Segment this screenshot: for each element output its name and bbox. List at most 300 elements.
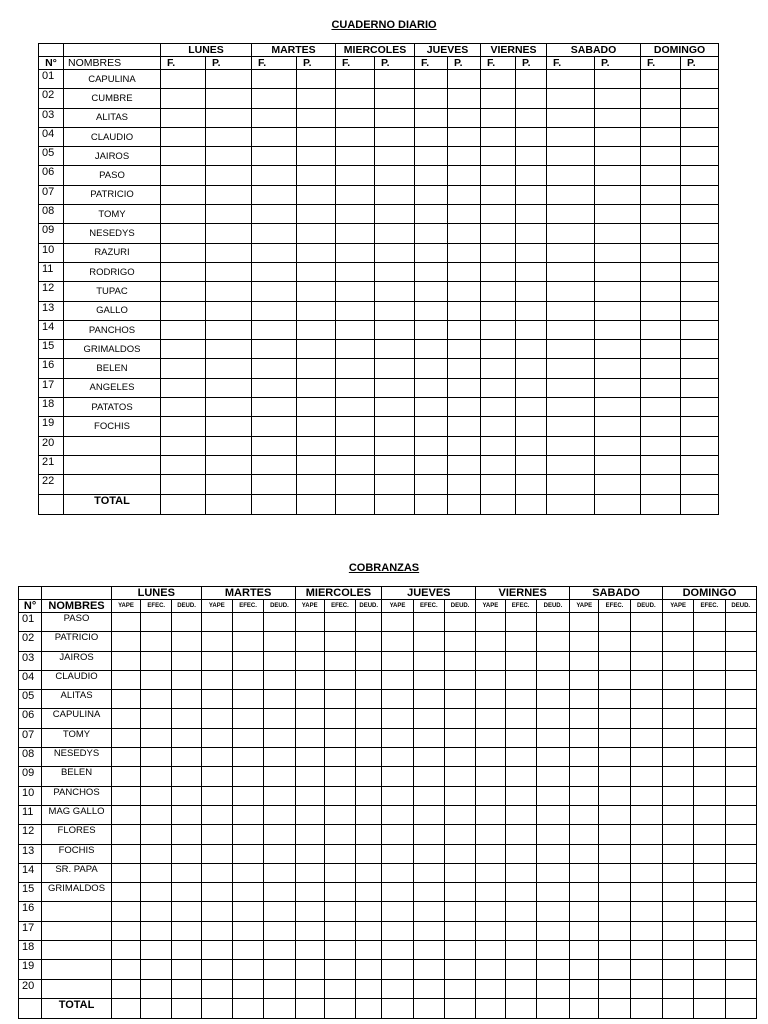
entry-cell[interactable] [111,767,140,786]
entry-cell[interactable] [415,147,448,166]
entry-cell[interactable] [201,613,232,632]
total-cell[interactable] [570,998,599,1018]
entry-cell[interactable] [206,301,252,320]
entry-cell[interactable] [232,805,263,824]
entry-cell[interactable] [516,224,547,243]
entry-cell[interactable] [547,378,595,397]
entry-cell[interactable] [630,979,662,998]
entry-cell[interactable] [536,960,569,979]
entry-cell[interactable] [232,670,263,689]
entry-cell[interactable] [295,979,324,998]
entry-cell[interactable] [161,282,206,301]
entry-cell[interactable] [694,902,725,921]
entry-cell[interactable] [415,185,448,204]
entry-cell[interactable] [336,89,375,108]
entry-cell[interactable] [481,436,516,455]
entry-cell[interactable] [444,805,475,824]
entry-cell[interactable] [382,960,413,979]
entry-cell[interactable] [141,883,172,902]
entry-cell[interactable] [599,767,630,786]
total-cell[interactable] [662,998,693,1018]
entry-cell[interactable] [297,89,336,108]
entry-cell[interactable] [201,690,232,709]
entry-cell[interactable] [295,767,324,786]
entry-cell[interactable] [476,979,505,998]
total-cell[interactable] [161,494,206,514]
total-cell[interactable] [375,494,415,514]
entry-cell[interactable] [413,805,444,824]
entry-cell[interactable] [641,127,681,146]
entry-cell[interactable] [252,205,297,224]
entry-cell[interactable] [111,670,140,689]
entry-cell[interactable] [264,941,295,960]
entry-cell[interactable] [595,147,641,166]
entry-cell[interactable] [570,960,599,979]
entry-cell[interactable] [415,282,448,301]
entry-cell[interactable] [505,883,536,902]
entry-cell[interactable] [375,359,415,378]
entry-cell[interactable] [413,748,444,767]
entry-cell[interactable] [570,863,599,882]
entry-cell[interactable] [694,748,725,767]
entry-cell[interactable] [295,960,324,979]
entry-cell[interactable] [681,89,719,108]
entry-cell[interactable] [232,709,263,728]
entry-cell[interactable] [444,941,475,960]
entry-cell[interactable] [111,690,140,709]
entry-cell[interactable] [725,960,756,979]
total-cell[interactable] [516,494,547,514]
entry-cell[interactable] [595,436,641,455]
entry-cell[interactable] [662,786,693,805]
entry-cell[interactable] [375,417,415,436]
entry-cell[interactable] [252,359,297,378]
entry-cell[interactable] [448,89,481,108]
entry-cell[interactable] [476,921,505,940]
entry-cell[interactable] [476,805,505,824]
entry-cell[interactable] [415,359,448,378]
entry-cell[interactable] [141,690,172,709]
entry-cell[interactable] [630,825,662,844]
entry-cell[interactable] [448,455,481,474]
entry-cell[interactable] [324,941,355,960]
entry-cell[interactable] [252,417,297,436]
entry-cell[interactable] [547,359,595,378]
entry-cell[interactable] [599,690,630,709]
entry-cell[interactable] [630,709,662,728]
entry-cell[interactable] [681,436,719,455]
entry-cell[interactable] [206,398,252,417]
entry-cell[interactable] [141,805,172,824]
entry-cell[interactable] [630,786,662,805]
entry-cell[interactable] [172,690,201,709]
entry-cell[interactable] [295,825,324,844]
entry-cell[interactable] [382,902,413,921]
entry-cell[interactable] [141,709,172,728]
entry-cell[interactable] [516,147,547,166]
total-cell[interactable] [536,998,569,1018]
entry-cell[interactable] [336,301,375,320]
entry-cell[interactable] [201,728,232,747]
entry-cell[interactable] [264,613,295,632]
entry-cell[interactable] [536,786,569,805]
entry-cell[interactable] [641,205,681,224]
entry-cell[interactable] [476,883,505,902]
entry-cell[interactable] [599,670,630,689]
entry-cell[interactable] [206,147,252,166]
entry-cell[interactable] [536,844,569,863]
entry-cell[interactable] [172,902,201,921]
entry-cell[interactable] [172,748,201,767]
entry-cell[interactable] [476,632,505,651]
entry-cell[interactable] [252,282,297,301]
entry-cell[interactable] [201,844,232,863]
entry-cell[interactable] [641,224,681,243]
total-cell[interactable] [295,998,324,1018]
entry-cell[interactable] [662,748,693,767]
entry-cell[interactable] [599,979,630,998]
entry-cell[interactable] [336,436,375,455]
entry-cell[interactable] [516,205,547,224]
entry-cell[interactable] [481,282,516,301]
entry-cell[interactable] [725,883,756,902]
entry-cell[interactable] [681,205,719,224]
entry-cell[interactable] [232,786,263,805]
entry-cell[interactable] [481,475,516,494]
entry-cell[interactable] [141,767,172,786]
entry-cell[interactable] [694,670,725,689]
entry-cell[interactable] [413,902,444,921]
entry-cell[interactable] [356,786,382,805]
entry-cell[interactable] [448,398,481,417]
entry-cell[interactable] [641,70,681,89]
entry-cell[interactable] [476,941,505,960]
entry-cell[interactable] [161,224,206,243]
entry-cell[interactable] [536,979,569,998]
entry-cell[interactable] [336,262,375,281]
entry-cell[interactable] [481,398,516,417]
total-cell[interactable] [141,998,172,1018]
entry-cell[interactable] [252,108,297,127]
entry-cell[interactable] [324,883,355,902]
entry-cell[interactable] [505,786,536,805]
entry-cell[interactable] [415,320,448,339]
entry-cell[interactable] [547,224,595,243]
entry-cell[interactable] [681,340,719,359]
entry-cell[interactable] [413,960,444,979]
entry-cell[interactable] [662,863,693,882]
entry-cell[interactable] [516,359,547,378]
entry-cell[interactable] [415,243,448,262]
entry-cell[interactable] [206,108,252,127]
entry-cell[interactable] [415,205,448,224]
entry-cell[interactable] [630,863,662,882]
entry-cell[interactable] [595,282,641,301]
entry-cell[interactable] [444,883,475,902]
entry-cell[interactable] [111,748,140,767]
entry-cell[interactable] [415,108,448,127]
entry-cell[interactable] [641,398,681,417]
entry-cell[interactable] [252,127,297,146]
entry-cell[interactable] [599,632,630,651]
entry-cell[interactable] [599,825,630,844]
entry-cell[interactable] [476,863,505,882]
entry-cell[interactable] [206,417,252,436]
entry-cell[interactable] [382,632,413,651]
entry-cell[interactable] [595,166,641,185]
entry-cell[interactable] [570,786,599,805]
total-cell[interactable] [324,998,355,1018]
entry-cell[interactable] [206,243,252,262]
entry-cell[interactable] [201,921,232,940]
entry-cell[interactable] [630,883,662,902]
entry-cell[interactable] [375,340,415,359]
entry-cell[interactable] [681,127,719,146]
entry-cell[interactable] [382,651,413,670]
entry-cell[interactable] [111,786,140,805]
entry-cell[interactable] [336,147,375,166]
entry-cell[interactable] [336,455,375,474]
entry-cell[interactable] [662,651,693,670]
entry-cell[interactable] [547,70,595,89]
entry-cell[interactable] [725,767,756,786]
entry-cell[interactable] [336,340,375,359]
entry-cell[interactable] [295,670,324,689]
entry-cell[interactable] [413,844,444,863]
entry-cell[interactable] [630,844,662,863]
entry-cell[interactable] [570,767,599,786]
entry-cell[interactable] [641,436,681,455]
entry-cell[interactable] [297,108,336,127]
entry-cell[interactable] [681,70,719,89]
entry-cell[interactable] [356,670,382,689]
entry-cell[interactable] [172,632,201,651]
entry-cell[interactable] [172,651,201,670]
entry-cell[interactable] [641,108,681,127]
entry-cell[interactable] [516,127,547,146]
entry-cell[interactable] [595,417,641,436]
entry-cell[interactable] [481,166,516,185]
total-cell[interactable] [111,998,140,1018]
entry-cell[interactable] [547,417,595,436]
entry-cell[interactable] [547,340,595,359]
entry-cell[interactable] [206,378,252,397]
total-cell[interactable] [201,998,232,1018]
entry-cell[interactable] [141,613,172,632]
entry-cell[interactable] [252,475,297,494]
entry-cell[interactable] [141,979,172,998]
entry-cell[interactable] [444,979,475,998]
total-cell[interactable] [630,998,662,1018]
entry-cell[interactable] [297,262,336,281]
entry-cell[interactable] [415,475,448,494]
entry-cell[interactable] [295,786,324,805]
entry-cell[interactable] [505,709,536,728]
entry-cell[interactable] [141,863,172,882]
entry-cell[interactable] [476,767,505,786]
entry-cell[interactable] [141,921,172,940]
entry-cell[interactable] [641,147,681,166]
entry-cell[interactable] [595,70,641,89]
entry-cell[interactable] [599,921,630,940]
entry-cell[interactable] [413,921,444,940]
entry-cell[interactable] [481,89,516,108]
entry-cell[interactable] [448,224,481,243]
entry-cell[interactable] [161,205,206,224]
entry-cell[interactable] [295,690,324,709]
entry-cell[interactable] [297,398,336,417]
entry-cell[interactable] [413,883,444,902]
entry-cell[interactable] [516,398,547,417]
entry-cell[interactable] [413,825,444,844]
entry-cell[interactable] [336,166,375,185]
entry-cell[interactable] [476,613,505,632]
entry-cell[interactable] [252,340,297,359]
entry-cell[interactable] [662,960,693,979]
entry-cell[interactable] [382,844,413,863]
entry-cell[interactable] [481,205,516,224]
entry-cell[interactable] [111,613,140,632]
entry-cell[interactable] [375,378,415,397]
entry-cell[interactable] [295,728,324,747]
entry-cell[interactable] [630,921,662,940]
entry-cell[interactable] [444,690,475,709]
entry-cell[interactable] [356,632,382,651]
entry-cell[interactable] [444,632,475,651]
entry-cell[interactable] [161,243,206,262]
entry-cell[interactable] [252,301,297,320]
entry-cell[interactable] [415,70,448,89]
entry-cell[interactable] [252,224,297,243]
total-cell[interactable] [297,494,336,514]
entry-cell[interactable] [476,844,505,863]
entry-cell[interactable] [547,301,595,320]
entry-cell[interactable] [206,166,252,185]
entry-cell[interactable] [570,748,599,767]
entry-cell[interactable] [415,262,448,281]
entry-cell[interactable] [336,359,375,378]
entry-cell[interactable] [681,262,719,281]
total-cell[interactable] [172,998,201,1018]
entry-cell[interactable] [570,805,599,824]
entry-cell[interactable] [232,613,263,632]
entry-cell[interactable] [547,455,595,474]
entry-cell[interactable] [516,436,547,455]
entry-cell[interactable] [201,709,232,728]
entry-cell[interactable] [630,902,662,921]
entry-cell[interactable] [264,805,295,824]
entry-cell[interactable] [356,863,382,882]
entry-cell[interactable] [505,921,536,940]
entry-cell[interactable] [141,825,172,844]
entry-cell[interactable] [172,709,201,728]
total-cell[interactable] [481,494,516,514]
total-cell[interactable] [336,494,375,514]
entry-cell[interactable] [336,282,375,301]
entry-cell[interactable] [382,941,413,960]
entry-cell[interactable] [375,455,415,474]
entry-cell[interactable] [206,320,252,339]
entry-cell[interactable] [595,127,641,146]
entry-cell[interactable] [201,902,232,921]
entry-cell[interactable] [448,185,481,204]
entry-cell[interactable] [356,748,382,767]
entry-cell[interactable] [570,651,599,670]
entry-cell[interactable] [536,902,569,921]
entry-cell[interactable] [264,632,295,651]
entry-cell[interactable] [297,417,336,436]
entry-cell[interactable] [356,960,382,979]
entry-cell[interactable] [599,613,630,632]
entry-cell[interactable] [505,767,536,786]
entry-cell[interactable] [516,320,547,339]
entry-cell[interactable] [295,883,324,902]
entry-cell[interactable] [595,224,641,243]
entry-cell[interactable] [681,417,719,436]
entry-cell[interactable] [375,282,415,301]
entry-cell[interactable] [476,960,505,979]
entry-cell[interactable] [232,902,263,921]
entry-cell[interactable] [595,378,641,397]
entry-cell[interactable] [201,805,232,824]
entry-cell[interactable] [481,320,516,339]
entry-cell[interactable] [694,825,725,844]
entry-cell[interactable] [599,863,630,882]
entry-cell[interactable] [111,805,140,824]
entry-cell[interactable] [547,205,595,224]
entry-cell[interactable] [295,613,324,632]
entry-cell[interactable] [413,709,444,728]
entry-cell[interactable] [444,709,475,728]
entry-cell[interactable] [570,728,599,747]
entry-cell[interactable] [570,613,599,632]
entry-cell[interactable] [375,262,415,281]
entry-cell[interactable] [415,224,448,243]
entry-cell[interactable] [324,690,355,709]
entry-cell[interactable] [172,941,201,960]
entry-cell[interactable] [599,651,630,670]
entry-cell[interactable] [694,883,725,902]
entry-cell[interactable] [599,960,630,979]
total-cell[interactable] [264,998,295,1018]
entry-cell[interactable] [595,475,641,494]
entry-cell[interactable] [694,863,725,882]
entry-cell[interactable] [201,979,232,998]
entry-cell[interactable] [324,748,355,767]
entry-cell[interactable] [413,979,444,998]
entry-cell[interactable] [172,844,201,863]
entry-cell[interactable] [172,863,201,882]
entry-cell[interactable] [505,613,536,632]
entry-cell[interactable] [415,89,448,108]
entry-cell[interactable] [297,340,336,359]
entry-cell[interactable] [570,825,599,844]
entry-cell[interactable] [413,670,444,689]
entry-cell[interactable] [161,320,206,339]
total-cell[interactable] [725,998,756,1018]
entry-cell[interactable] [630,941,662,960]
entry-cell[interactable] [295,863,324,882]
entry-cell[interactable] [172,825,201,844]
entry-cell[interactable] [111,651,140,670]
entry-cell[interactable] [599,805,630,824]
entry-cell[interactable] [662,941,693,960]
entry-cell[interactable] [681,359,719,378]
entry-cell[interactable] [264,960,295,979]
entry-cell[interactable] [336,320,375,339]
entry-cell[interactable] [570,632,599,651]
entry-cell[interactable] [172,728,201,747]
